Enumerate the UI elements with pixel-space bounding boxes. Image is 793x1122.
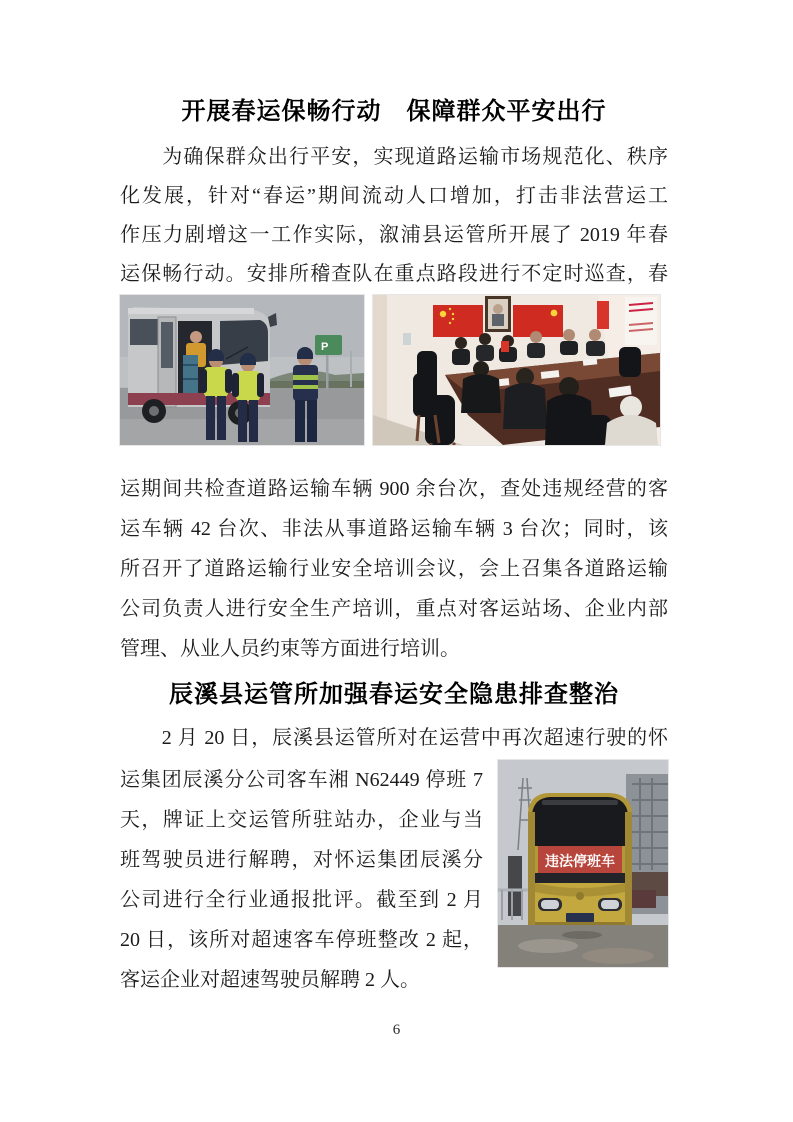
body-line: 运集团辰溪分公司客车湘 N62449 停班 7 xyxy=(120,769,483,791)
body-line: 运保畅行动。安排所稽查队在重点路段进行不定时巡查，春 xyxy=(120,263,668,285)
body-line: 作压力剧增这一工作实际，溆浦县运管所开展了 2019 年春 xyxy=(120,224,668,246)
license-plate xyxy=(566,913,594,922)
body-line: 2 月 20 日，辰溪县运管所对在运营中再次超速行驶的怀 xyxy=(120,727,668,749)
article1-title: 开展春运保畅行动 保障群众平安出行 xyxy=(181,98,607,125)
article2-wrap-section xyxy=(120,760,668,1000)
body-line: 天，牌证上交运管所驻站办，企业与当 xyxy=(120,809,483,831)
body-line: 所召开了道路运输行业安全培训会议，会上召集各道路运输 xyxy=(120,558,668,580)
roadside-bus-inspection-photo xyxy=(120,295,364,445)
article2-title: 辰溪县运管所加强春运安全隐患排查整治 xyxy=(169,681,619,708)
body-line: 公司负责人进行安全生产培训，重点对客运站场、企业内部 xyxy=(120,598,668,620)
yellow-bus xyxy=(528,793,632,932)
parking-sign-label: P xyxy=(321,341,329,353)
bus-logo xyxy=(576,892,584,900)
body-line: 公司进行全行业通报批评。截至到 2 月 xyxy=(120,889,483,911)
thermostat xyxy=(403,333,411,345)
article2-paragraph xyxy=(120,760,483,1000)
body-line: 化发展，针对“春运”期间流动人口增加，打击非法营运工 xyxy=(120,185,668,207)
red-banner xyxy=(538,846,622,873)
portrait-frame xyxy=(485,296,511,332)
article1-paragraph-top xyxy=(120,138,668,294)
page-number: 6 xyxy=(392,1022,401,1038)
table-flag xyxy=(501,341,509,352)
body-line: 20 日，该所对超速客车停班整改 2 起， xyxy=(120,929,483,951)
article1-photo-row xyxy=(120,295,668,445)
article2-first-line xyxy=(120,718,668,758)
national-flag xyxy=(433,305,483,337)
body-line: 客运企业对超速驾驶员解聘 2 人。 xyxy=(120,969,420,991)
body-line: 运车辆 42 台次、非法从事道路运输车辆 3 台次；同时，该 xyxy=(120,518,668,540)
body-line: 管理、从业人员约束等方面进行培训。 xyxy=(120,638,460,660)
road xyxy=(498,925,668,967)
illegal-stopped-bus-photo xyxy=(498,760,668,967)
banner-text: 违法停班车 xyxy=(545,853,615,869)
body-line: 班驾驶员进行解聘，对怀运集团辰溪分 xyxy=(120,849,483,871)
signal-box xyxy=(508,856,522,916)
body-line: 为确保群众出行平安，实现道路运输市场规范化、秩序 xyxy=(120,146,668,168)
body-line: 运期间共检查道路运输车辆 900 余台次，查处违规经营的客 xyxy=(120,478,668,500)
safety-training-meeting-photo xyxy=(373,295,660,445)
article1-paragraph-bottom xyxy=(120,469,668,669)
